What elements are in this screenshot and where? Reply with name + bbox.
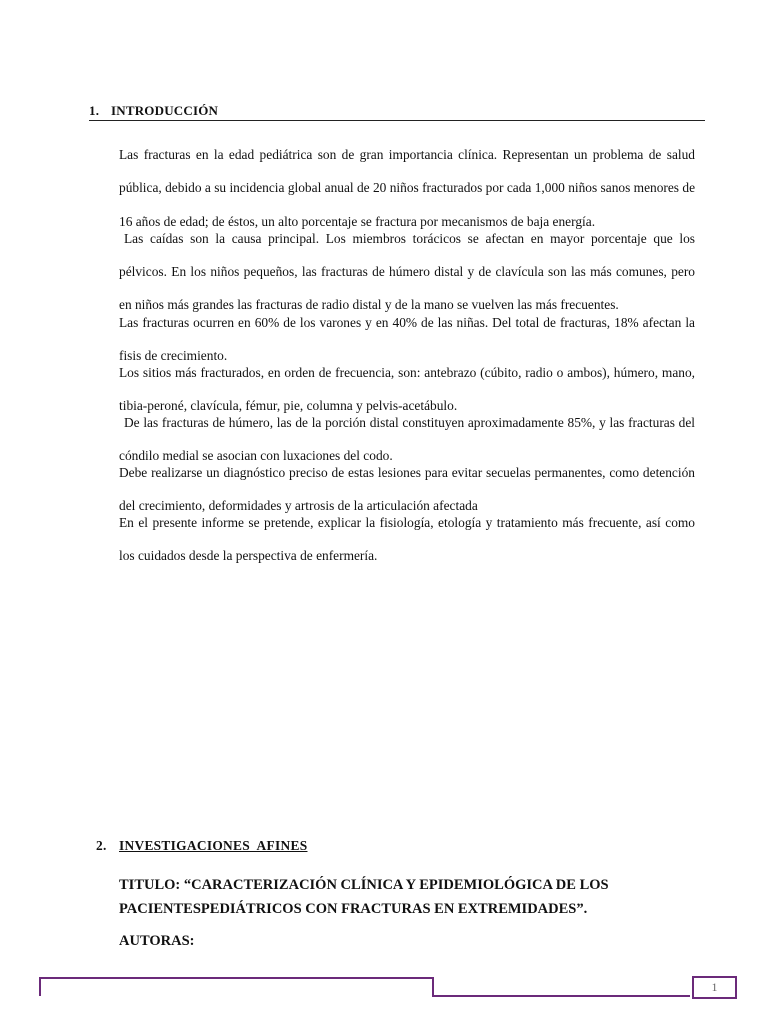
paragraph-3: Las fracturas ocurren en 60% de los varones y en 40% de las niñas. Del total de fracturas, 18% afectan la fisis de crecimiento. bbox=[119, 314, 695, 363]
authors-label: AUTORAS: bbox=[119, 933, 195, 949]
section-1-number: 1. bbox=[89, 103, 100, 118]
paragraph-7: En el presente informe se pretende, explicar la fisiología, etología y tratamiento más frecuente, así como los cuidados desde la perspectiva de enfermería. bbox=[119, 514, 695, 563]
section-2-title: INVESTIGACIONES AFINES bbox=[119, 838, 308, 853]
paragraph-6: Debe realizarse un diagnóstico preciso de estas lesiones para evitar secuelas permanentes, como detención del crecimiento, deformidades y artrosis de la articulación afectada bbox=[119, 464, 695, 513]
paragraph-5: De las fracturas de húmero, las de la porción distal constituyen aproximadamente 85%, y las fracturas del cóndilo medial se asocian con luxaciones del codo. bbox=[119, 414, 695, 463]
section-1-title: INTRODUCCIÓN bbox=[111, 103, 219, 118]
paragraph-4: Los sitios más fracturados, en orden de frecuencia, son: antebrazo (cúbito, radio o ambos), húmero, mano, tibia-peroné, clavícula, fémur, pie, columna y pelvis-acetábulo. bbox=[119, 364, 695, 413]
page-number-box bbox=[692, 976, 737, 999]
study-title: TITULO: “CARACTERIZACIÓN CLÍNICA Y EPIDEMIOLÓGICA DE LOS PACIENTESPEDIÁTRICOS CON FRACTURAS EN EXTREMIDADES”. bbox=[119, 877, 609, 917]
paragraph-2: Las caídas son la causa principal. Los miembros torácicos se afectan en mayor porcentaje que los pélvicos. En los niños pequeños, las fracturas de húmero distal y de clavícula son las más comunes, pero en niños más grandes las fracturas de radio distal y de la mano se vuelven las más frecuentes. bbox=[119, 230, 695, 313]
page-number: 1 bbox=[711, 980, 718, 994]
section-2-number: 2. bbox=[96, 838, 107, 853]
paragraph-1: Las fracturas en la edad pediátrica son de gran importancia clínica. Representan un problema de salud pública, debido a su incidencia global anual de 20 niños fracturados por cada 1,000 niños sanos menores de 16 años de edad; de éstos, un alto porcentaje se fractura por mecanismos de baja energía. bbox=[119, 147, 696, 229]
